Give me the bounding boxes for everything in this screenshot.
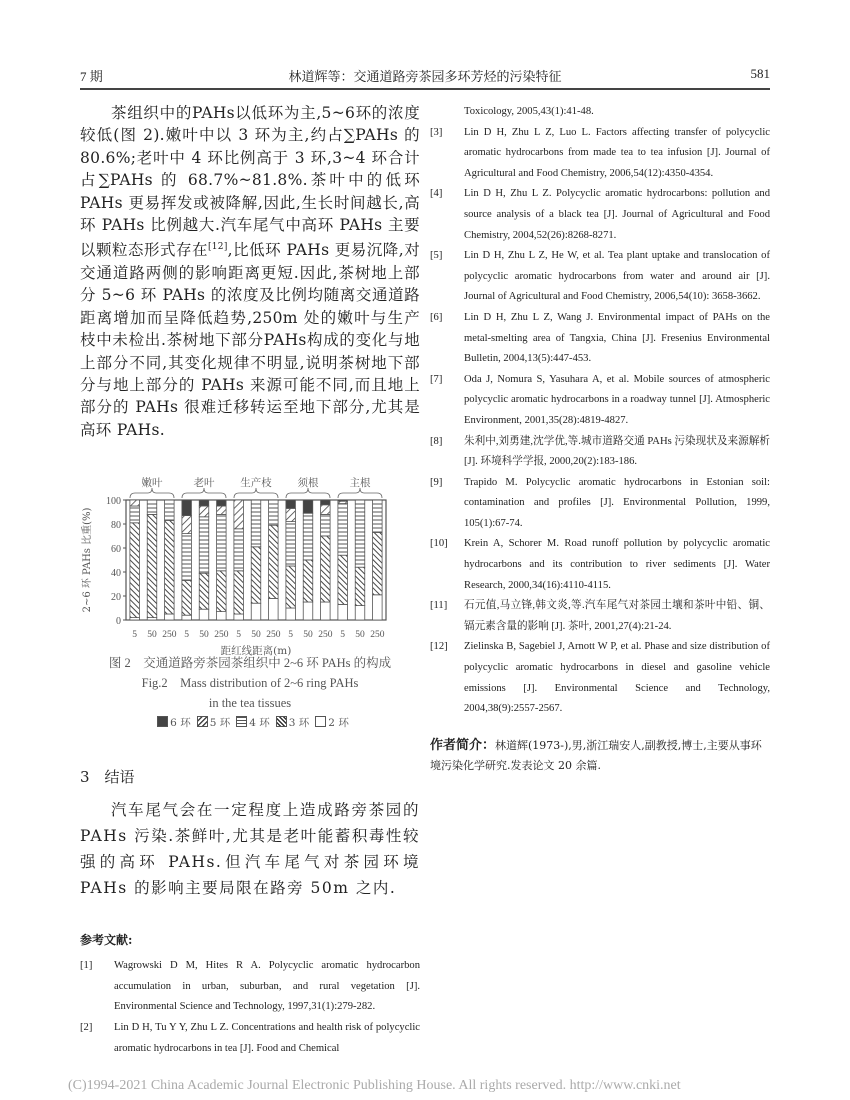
figure-caption-cn: 图 2 交通道路旁茶园茶组织中 2~6 环 PAHs 的构成 — [108, 656, 392, 671]
x-axis-label: 距红线距离(m) — [220, 645, 292, 658]
bar-segment-4-ring — [217, 515, 227, 571]
legend-swatch — [236, 716, 247, 727]
bar-segment-6-ring — [217, 500, 227, 506]
bar-segment-6-ring — [199, 500, 209, 506]
header-rule — [80, 88, 770, 90]
reference-text: Lin D H, Tu Y Y, Zhu L Z. Concentrations and health risk of polycyclic aromatic hydrocarbons in tea [J]. Food and Chemical — [114, 1022, 420, 1054]
y-axis-label: 2~6 环 PAHs 比重(%) — [82, 507, 93, 613]
reference-number: [1] — [80, 960, 93, 972]
reference-item — [430, 473, 770, 535]
y-tick-label: 60 — [111, 544, 121, 556]
bar-segment-3-ring — [199, 573, 209, 609]
references-heading: 参考文献: — [80, 933, 133, 948]
bar-segment-3-ring — [182, 581, 192, 616]
reference-item — [430, 370, 770, 432]
bar-segment-3-ring — [251, 547, 261, 603]
reference-item — [430, 246, 770, 308]
bar-segment-6-ring — [286, 500, 296, 508]
bar-segment-5-ring — [234, 500, 244, 529]
bar-segment-4-ring — [165, 500, 175, 520]
group-label: 老叶 — [193, 477, 215, 490]
citation[interactable]: [12] — [207, 242, 228, 253]
bio-text: 林道辉(1973-),男,浙江瑞安人,副教授,博士,主要从事环境污染化学研究.发表论文 20 余篇. — [430, 738, 762, 772]
bar-segment-4-ring — [303, 513, 313, 560]
bar-segment-4-ring — [182, 534, 192, 581]
bar-segment-2-ring — [303, 602, 313, 620]
bar-segment-4-ring — [355, 500, 365, 567]
bar-segment-2-ring — [286, 608, 296, 620]
group-label: 须根 — [297, 477, 319, 490]
bar-segment-2-ring — [355, 606, 365, 620]
bar-segment-6-ring — [182, 500, 192, 516]
reference-text: Wagrowski D M, Hites R A. Polycyclic aromatic hydrocarbon accumulation in urban, suburban, and rural vegetation [J]. Environmental Science and Technology, 1997,31(1):279-282. — [114, 960, 420, 1013]
y-tick-label: 20 — [111, 592, 121, 604]
bar-segment-3-ring — [355, 567, 365, 605]
bar-segment-5-ring — [199, 506, 209, 517]
x-tick-label: 5 — [184, 630, 190, 641]
bar-segment-3-ring — [321, 536, 331, 602]
bar-segment-3-ring — [147, 515, 157, 618]
conclusion-section — [80, 766, 420, 948]
watermark: (C)1994-2021 China Academic Journal Electronic Publishing House. All rights reserved. http://www.cnki.net — [68, 1078, 681, 1093]
bar-segment-3-ring — [217, 571, 227, 612]
group-label: 嫩叶 — [141, 477, 163, 490]
bar-segment-4-ring — [130, 506, 140, 523]
bar-segment-2-ring — [199, 609, 209, 620]
figure-2 — [80, 471, 420, 730]
group-label: 主根 — [349, 477, 371, 490]
page-number: 581 — [750, 66, 770, 81]
x-tick-label: 50 — [355, 630, 365, 641]
bar-segment-5-ring — [217, 506, 227, 514]
reference-item — [430, 123, 770, 185]
reference-list-left — [80, 956, 420, 1059]
group-brace — [338, 488, 382, 498]
reference-text: Lin D H, Zhu L Z. Polycyclic aromatic hydrocarbons: pollution and source analysis of a black tea [J]. Journal of Agricultural and Food Chemistry, 2004,52(26):8268-8271. — [464, 188, 770, 241]
reference-item — [430, 534, 770, 596]
x-tick-label: 250 — [266, 630, 281, 641]
reference-number: [5] — [430, 250, 443, 262]
reference-text: Lin D H, Zhu L Z, Luo L. Factors affecting transfer of polycyclic aromatic hydrocarbons from made tea to tea infusion [J]. Journal of Agricultural and Food Chemistry, 2006,54(12):4350-4354. — [464, 126, 770, 179]
bar-segment-3-ring — [373, 533, 383, 595]
bar-segment-5-ring — [130, 500, 140, 506]
bar-segment-2-ring — [321, 602, 331, 620]
x-tick-label: 250 — [214, 630, 229, 641]
text: ,比低环 PAHs 更易沉降,对交通道路两侧的影响距离更短.因此,茶树地上部分 5~6 环 PAHs 的浓度及比例均随离交通道路距离增加而呈降低趋势,250m 处的嫩叶与生产枝中未检出.茶树地下部分PAHs构成的变化与地上部分不同,其变化规律不明显,说明茶树地下部分与地上部分的 PAHs 来源可能不同,而且地上部分的 PAHs 很难迁移转运至地下部分,尤其是高环 PAHs. — [80, 241, 420, 439]
reference-text: Lin D H, Zhu L Z, He W, et al. Tea plant uptake and translocation of polycyclic aromatic hydrocarbons from water and around air [J]. Journal of Agricultural and Food Chemistry, 2006,54(10): 3658-3662. — [464, 250, 770, 303]
x-tick-label: 250 — [318, 630, 333, 641]
x-tick-label: 50 — [147, 630, 157, 641]
reference-number: [12] — [430, 641, 448, 653]
y-tick-label: 100 — [106, 496, 121, 508]
group-label: 生产枝 — [240, 477, 272, 490]
legend-swatch — [157, 716, 168, 727]
group-brace — [182, 488, 226, 498]
bar-segment-3-ring — [234, 571, 244, 614]
bar-segment-5-ring — [321, 505, 331, 515]
issue-number: 7 期 — [80, 69, 103, 84]
right-column — [430, 102, 770, 776]
bar-segment-5-ring — [286, 509, 296, 522]
x-tick-label: 50 — [303, 630, 313, 641]
reference-item — [430, 308, 770, 370]
reference-number: [8] — [430, 435, 443, 447]
reference-number: [3] — [430, 126, 443, 138]
x-tick-label: 250 — [162, 630, 177, 641]
bar-segment-2-ring — [269, 599, 279, 621]
reference-item — [80, 1018, 420, 1059]
figure-caption-en-2: in the tea tissues — [208, 696, 292, 711]
bar-segment-3-ring — [303, 560, 313, 602]
reference-number: [9] — [430, 476, 443, 488]
running-title: 林道辉等：交通道路旁茶园多环芳烃的污染特征 — [288, 69, 562, 84]
reference-item — [430, 184, 770, 246]
reference-text: Trapido M. Polycyclic aromatic hydrocarbons in Estonian soil: contamination and profiles [J]. Environmental Pollution, 1999, 105(1):67-74. — [464, 476, 770, 529]
x-tick-label: 50 — [251, 630, 261, 641]
x-tick-label: 5 — [288, 630, 294, 641]
reference-text: Toxicology, 2005,43(1):41-48. — [464, 106, 594, 117]
bar-segment-4-ring — [338, 504, 348, 556]
bar-segment-2-ring — [165, 614, 175, 620]
stacked-bar-chart — [80, 471, 420, 658]
x-tick-label: 5 — [340, 630, 346, 641]
reference-item — [430, 102, 770, 123]
reference-text: Oda J, Nomura S, Yasuhara A, et al. Mobile sources of atmospheric polycyclic aromatic hydrocarbons in a roadway tunnel [J]. Atmospheric Environment, 2001,35(28):4819-4827. — [464, 373, 770, 426]
bar-segment-2-ring — [182, 615, 192, 620]
reference-text: Lin D H, Zhu L Z, Wang J. Environmental impact of PAHs on the metal-smelting area of Tangxia, China [J]. Fresenius Environmental Bulletin, 2004,13(5):447-453. — [464, 311, 770, 365]
legend-label: 6 环 — [170, 717, 191, 730]
reference-number: [10] — [430, 538, 448, 550]
reference-item — [430, 432, 770, 473]
reference-text: 朱利中,刘勇建,沈学优,等.城市道路交通 PAHs 污染现状及来源解析 [J]. 环境科学学报, 2000,20(2):183-186. — [464, 435, 770, 468]
chart-legend — [80, 715, 420, 730]
bar-segment-4-ring — [286, 522, 296, 566]
bar-segment-2-ring — [234, 614, 244, 620]
bar-segment-5-ring — [182, 516, 192, 534]
body-paragraph — [80, 102, 420, 441]
bar-segment-3-ring — [165, 521, 175, 615]
y-tick-label: 80 — [111, 520, 121, 532]
y-tick-label: 40 — [111, 568, 121, 580]
bar-segment-4-ring — [321, 515, 331, 537]
conclusion-paragraph: 汽车尾气会在一定程度上造成路旁茶园的 PAHs 污染.茶鲜叶,尤其是老叶能蓄积毒性较强的高环 PAHs.但汽车尾气对茶园环境 PAHs 的影响主要局限在路旁 50m 之内. — [80, 801, 420, 898]
reference-text: Krein A, Schorer M. Road runoff pollution by polycyclic aromatic hydrocarbons and its contribution to river sediments [J]. Water Research, 2000,34(16):4110-4115. — [464, 538, 770, 591]
bar-segment-6-ring — [303, 500, 313, 513]
reference-text: Zielinska B, Sagebiel J, Arnott W P, et al. Phase and size distribution of polycyclic aromatic hydrocarbons in diesel and gasoline vehicle emissions [J]. Environmental Science and Technology, 2004,38(9):2557-2567. — [464, 641, 770, 715]
group-brace — [130, 488, 174, 498]
reference-number: [4] — [430, 188, 443, 200]
legend-label: 4 环 — [249, 717, 270, 730]
reference-number: [6] — [430, 311, 443, 323]
legend-label: 5 环 — [209, 717, 231, 730]
text: 茶组织中的PAHs以低环为主,5~6环的浓度较低(图 2).嫩叶中以 3 环为主,约占∑PAHs 的 80.6%;老叶中 4 环比例高于 3 环,3~4 环合计占∑PAHs 的 68.7%~81.8%.茶叶中的低环 PAHs 更易挥发或被降解,因此,生长时间越长,高环 PAHs 比例越大.汽车尾气中高环 PAHs 主要以颗粒态形式存在 — [80, 104, 420, 260]
x-tick-label: 50 — [199, 630, 209, 641]
legend-label: 2 环 — [328, 717, 349, 730]
bar-segment-3-ring — [338, 555, 348, 604]
bar-segment-4-ring — [251, 500, 261, 547]
bar-segment-2-ring — [373, 595, 383, 620]
bar-segment-6-ring — [321, 500, 331, 505]
bar-segment-4-ring — [234, 529, 244, 571]
legend-swatch — [197, 716, 208, 727]
reference-item — [430, 637, 770, 719]
x-tick-label: 5 — [132, 630, 138, 641]
group-brace — [286, 488, 330, 498]
reference-list-right — [430, 102, 770, 720]
left-column — [80, 102, 420, 1059]
reference-item — [80, 956, 420, 1018]
reference-text: 石元值,马立锋,韩文炎,等.汽车尾气对茶园土壤和茶叶中铅、铜、镉元素含量的影响 [J]. 茶叶, 2001,27(4):21-24. — [464, 600, 770, 632]
legend-swatch — [276, 716, 287, 727]
bar-segment-4-ring — [147, 500, 157, 514]
figure-caption-en: Fig.2 Mass distribution of 2~6 ring PAHs — [141, 676, 359, 691]
group-brace — [234, 488, 278, 498]
y-tick-label: 0 — [116, 616, 121, 628]
bar-segment-4-ring — [373, 500, 383, 532]
legend-swatch — [315, 716, 326, 727]
bar-segment-2-ring — [217, 612, 227, 620]
author-bio — [430, 736, 770, 776]
reference-number: [7] — [430, 373, 443, 385]
bar-segment-4-ring — [199, 517, 209, 573]
section-heading: 3 结语 — [80, 768, 135, 787]
bar-segment-2-ring — [251, 603, 261, 620]
bar-segment-3-ring — [130, 523, 140, 618]
x-tick-label: 5 — [236, 630, 242, 641]
bar-segment-4-ring — [269, 500, 279, 525]
reference-item — [430, 596, 770, 637]
bar-segment-6-ring — [338, 500, 348, 501]
bar-segment-3-ring — [269, 525, 279, 598]
reference-number: [2] — [80, 1022, 93, 1034]
bio-label: 作者简介： — [430, 737, 496, 753]
reference-number: [11] — [430, 600, 448, 612]
x-tick-label: 250 — [370, 630, 385, 641]
bar-segment-2-ring — [338, 605, 348, 621]
legend-label: 3 环 — [288, 717, 310, 730]
bar-segment-3-ring — [286, 566, 296, 608]
